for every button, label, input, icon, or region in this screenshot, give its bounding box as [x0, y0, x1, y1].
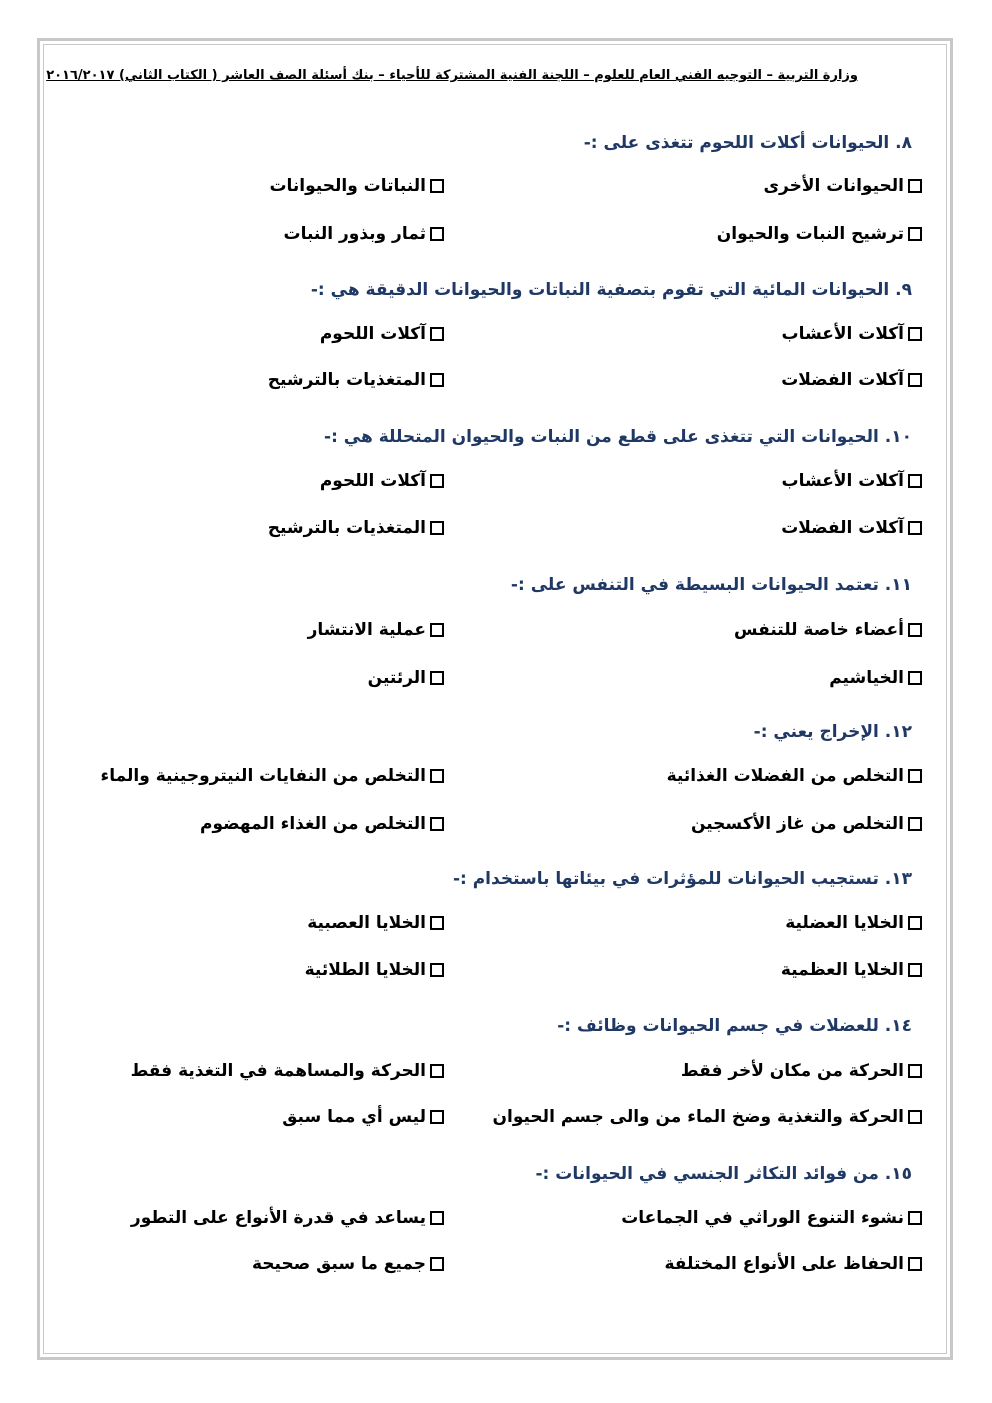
question-12: ١٢. الإخراج يعني :- — [753, 722, 912, 742]
checkbox-icon[interactable] — [430, 179, 444, 193]
q9-option-b[interactable]: آكلات اللحوم — [320, 324, 444, 344]
checkbox-icon[interactable] — [908, 817, 922, 831]
q9-option-a[interactable]: آكلات الأعشاب — [782, 324, 923, 344]
page-header: وزارة التربية – التوجيه الفني العام للعلوم – اللجنة الفنية المشتركة للأحياء – بنك أسئلة الصف العاشر ( الكتاب الثاني) ٢٠١٦/٢٠١٧ — [46, 68, 858, 83]
question-14: ١٤. للعضلات في جسم الحيوانات وظائف :- — [557, 1016, 912, 1036]
checkbox-icon[interactable] — [908, 227, 922, 241]
q11-option-d[interactable]: الرئتين — [368, 668, 444, 688]
checkbox-icon[interactable] — [430, 963, 444, 977]
checkbox-icon[interactable] — [908, 1257, 922, 1271]
q8-option-b[interactable]: النباتات والحيوانات — [269, 176, 444, 196]
checkbox-icon[interactable] — [908, 521, 922, 535]
q12-option-a[interactable]: التخلص من الفضلات الغذائية — [667, 766, 922, 786]
q11-option-c[interactable]: الخياشيم — [829, 668, 922, 688]
question-15: ١٥. من فوائد التكاثر الجنسي في الحيوانات :- — [535, 1164, 912, 1184]
checkbox-icon[interactable] — [430, 227, 444, 241]
q10-option-b[interactable]: آكلات اللحوم — [320, 471, 444, 491]
q10-option-a[interactable]: آكلات الأعشاب — [782, 471, 923, 491]
q15-option-d[interactable]: جميع ما سبق صحيحة — [252, 1254, 444, 1274]
checkbox-icon[interactable] — [430, 769, 444, 783]
checkbox-icon[interactable] — [908, 1064, 922, 1078]
checkbox-icon[interactable] — [430, 521, 444, 535]
q8-option-a[interactable]: الحيوانات الأخرى — [763, 176, 922, 196]
checkbox-icon[interactable] — [430, 623, 444, 637]
checkbox-icon[interactable] — [430, 817, 444, 831]
checkbox-icon[interactable] — [430, 916, 444, 930]
checkbox-icon[interactable] — [430, 1064, 444, 1078]
question-10: ١٠. الحيوانات التي تتغذى على قطع من النبات والحيوان المتحللة هي :- — [324, 427, 912, 447]
q13-option-d[interactable]: الخلايا الطلائية — [305, 960, 444, 980]
q10-option-d[interactable]: المتغذيات بالترشيح — [268, 518, 444, 538]
q13-option-b[interactable]: الخلايا العصبية — [307, 913, 444, 933]
q15-option-b[interactable]: يساعد في قدرة الأنواع على التطور — [131, 1208, 444, 1228]
checkbox-icon[interactable] — [908, 963, 922, 977]
checkbox-icon[interactable] — [430, 373, 444, 387]
q10-option-c[interactable]: آكلات الفضلات — [781, 518, 922, 538]
checkbox-icon[interactable] — [908, 769, 922, 783]
checkbox-icon[interactable] — [908, 179, 922, 193]
q8-option-c[interactable]: ترشيح النبات والحيوان — [717, 224, 922, 244]
q15-option-a[interactable]: نشوء التنوع الوراثي في الجماعات — [621, 1208, 922, 1228]
checkbox-icon[interactable] — [430, 474, 444, 488]
checkbox-icon[interactable] — [908, 373, 922, 387]
q12-option-c[interactable]: التخلص من غاز الأكسجين — [691, 814, 922, 834]
q12-option-b[interactable]: التخلص من النفايات النيتروجينية والماء — [101, 766, 444, 786]
q14-option-a[interactable]: الحركة من مكان لأخر فقط — [681, 1061, 922, 1081]
checkbox-icon[interactable] — [908, 1211, 922, 1225]
checkbox-icon[interactable] — [430, 1110, 444, 1124]
checkbox-icon[interactable] — [430, 327, 444, 341]
checkbox-icon[interactable] — [908, 327, 922, 341]
question-9: ٩. الحيوانات المائية التي تقوم بتصفية النباتات والحيوانات الدقيقة هي :- — [310, 280, 912, 300]
q9-option-d[interactable]: المتغذيات بالترشيح — [268, 370, 444, 390]
question-11: ١١. تعتمد الحيوانات البسيطة في التنفس على :- — [510, 575, 912, 595]
q15-option-c[interactable]: الحفاظ على الأنواع المختلفة — [665, 1254, 923, 1274]
q14-option-b[interactable]: الحركة والمساهمة في التغذية فقط — [131, 1061, 444, 1081]
q11-option-a[interactable]: أعضاء خاصة للتنفس — [734, 620, 922, 640]
q12-option-d[interactable]: التخلص من الغذاء المهضوم — [200, 814, 444, 834]
checkbox-icon[interactable] — [430, 1257, 444, 1271]
checkbox-icon[interactable] — [430, 1211, 444, 1225]
q14-option-d[interactable]: ليس أي مما سبق — [282, 1107, 444, 1127]
checkbox-icon[interactable] — [908, 916, 922, 930]
question-13: ١٣. تستجيب الحيوانات للمؤثرات في بيئاتها باستخدام :- — [452, 869, 912, 889]
checkbox-icon[interactable] — [908, 474, 922, 488]
q11-option-b[interactable]: عملية الانتشار — [308, 620, 444, 640]
q8-option-d[interactable]: ثمار وبذور النبات — [284, 224, 444, 244]
q13-option-c[interactable]: الخلايا العظمية — [781, 960, 922, 980]
checkbox-icon[interactable] — [908, 1110, 922, 1124]
checkbox-icon[interactable] — [430, 671, 444, 685]
question-8: ٨. الحيوانات أكلات اللحوم تتغذى على :- — [583, 133, 912, 153]
q14-option-c[interactable]: الحركة والتغذية وضخ الماء من والى جسم الحيوان — [493, 1107, 923, 1127]
checkbox-icon[interactable] — [908, 623, 922, 637]
q13-option-a[interactable]: الخلايا العضلية — [785, 913, 922, 933]
q9-option-c[interactable]: آكلات الفضلات — [781, 370, 922, 390]
checkbox-icon[interactable] — [908, 671, 922, 685]
